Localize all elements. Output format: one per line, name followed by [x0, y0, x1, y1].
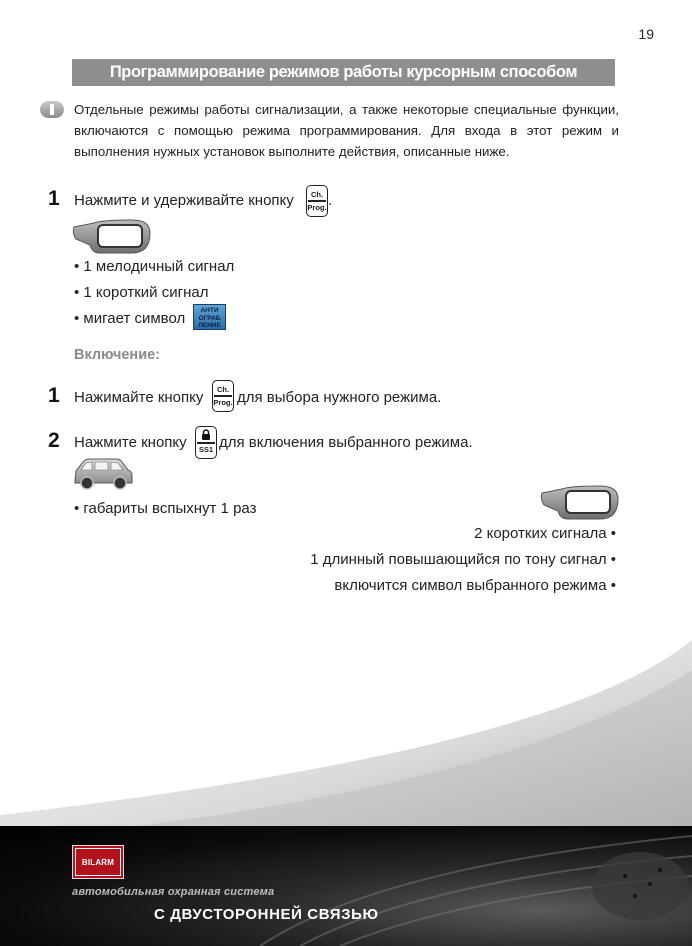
anti-robbery-symbol — [193, 304, 226, 330]
page-number: 19 — [638, 26, 654, 42]
subheading: Включение: — [74, 347, 160, 363]
step-text: для выбора нужного режима. — [237, 389, 442, 406]
footer-tagline: автомобильная охранная система — [72, 886, 275, 898]
intro-paragraph: Отдельные режимы работы сигнализации, а также некоторые специальные функции, включаются с помощью режима программирования. Для входа в этот режим и выполнения нужных установок выполните действия, описанные ниже. — [74, 102, 619, 159]
decorative-swoosh — [0, 640, 692, 840]
lock-icon — [201, 429, 211, 440]
lock-ss1-button — [195, 426, 217, 459]
footer-tagline-2: С ДВУСТОРОННЕЙ СВЯЗЬЮ — [154, 906, 379, 923]
remote-fob-icon — [72, 219, 152, 255]
result-item: • габариты вспыхнут 1 раз — [74, 500, 257, 517]
step-number: 2 — [48, 429, 60, 452]
symbol-line: ЛЕНИЕ — [198, 322, 221, 329]
bilarm-logo — [72, 845, 124, 879]
result-item: • 1 мелодичный сигнал — [74, 258, 235, 275]
symbol-line: АНТИ — [200, 307, 219, 314]
button-top-label: Ch. — [216, 385, 230, 394]
logo-text: BILARM — [75, 848, 121, 876]
ch-prog-button — [306, 185, 328, 217]
result-item: • мигает символ — [74, 310, 186, 327]
button-top-label: Ch. — [310, 190, 324, 199]
step-number: 1 — [48, 187, 60, 210]
result-item: • 1 короткий сигнал — [74, 284, 209, 301]
step-text: Нажимайте кнопку — [74, 389, 204, 406]
section-title: Программирование режимов работы курсорным способом — [72, 59, 615, 86]
car-icon — [72, 456, 134, 492]
button-bottom-label: Prog. — [307, 203, 327, 212]
step-text: Нажмите и удерживайте кнопку — [74, 192, 294, 209]
remote-fob-icon — [540, 485, 620, 521]
step-number: 1 — [48, 384, 60, 407]
step-suffix: . — [328, 192, 333, 209]
result-item: 2 коротких сигнала • — [474, 525, 616, 542]
result-item: 1 длинный повышающийся по тону сигнал • — [310, 551, 616, 568]
info-icon — [40, 101, 64, 118]
button-bottom-label: Prog. — [213, 398, 233, 407]
step-text: для включения выбранного режима. — [219, 434, 473, 451]
button-bottom-label: SS1 — [198, 445, 214, 454]
ch-prog-button — [212, 380, 234, 412]
result-item: включится символ выбранного режима • — [334, 577, 616, 594]
symbol-line: ОГРАБ — [198, 314, 221, 322]
step-text: Нажмите кнопку — [74, 434, 187, 451]
